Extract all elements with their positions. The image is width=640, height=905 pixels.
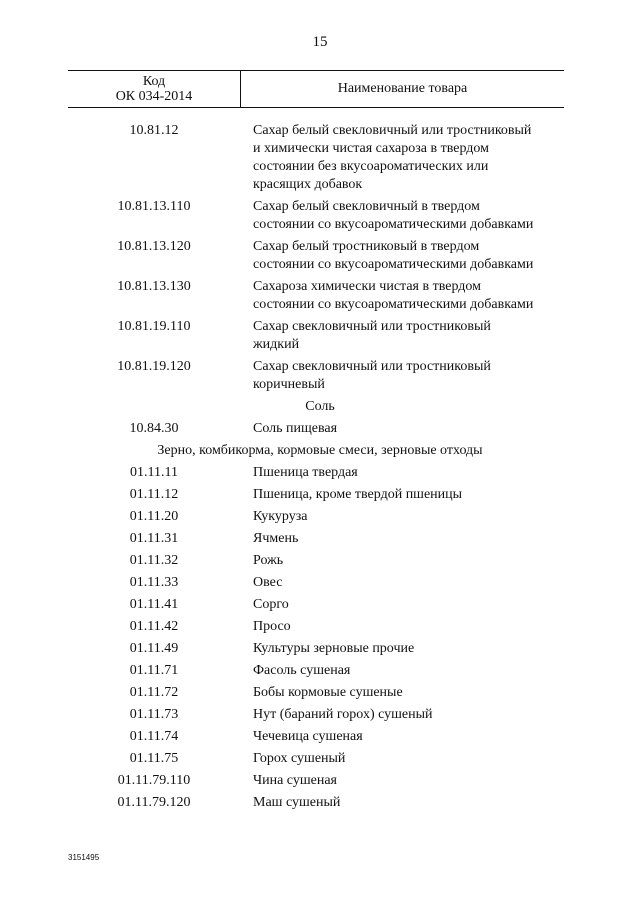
product-code: 10.81.12 xyxy=(129,123,179,138)
table-row xyxy=(0,278,640,314)
table-row xyxy=(0,486,640,504)
section-heading: Соль xyxy=(305,399,335,414)
table-row xyxy=(0,358,640,394)
code-header-line1: Код xyxy=(142,74,166,89)
product-name: Сахар белый тростниковый в твердом состоянии со вкусоароматическими добавками xyxy=(253,239,534,272)
table-row xyxy=(0,684,640,702)
product-name: Сахар белый свекловичный или тростниковый и химически чистая сахароза в твердом состоянии без вкусоароматических или красящих добавок xyxy=(253,123,532,192)
table-row xyxy=(0,464,640,482)
product-name: Горох сушеный xyxy=(253,751,346,766)
product-name: Ячмень xyxy=(253,531,299,546)
product-code: 01.11.31 xyxy=(129,531,179,546)
table-row xyxy=(0,530,640,548)
table-row xyxy=(0,728,640,746)
table-row xyxy=(0,618,640,636)
table-body xyxy=(0,122,640,816)
table-row xyxy=(0,420,640,438)
product-name: Соль пищевая xyxy=(253,421,338,436)
table-row xyxy=(0,750,640,768)
product-code: 10.81.19.120 xyxy=(117,359,191,374)
code-header-line2: ОК 034-2014 xyxy=(115,89,193,104)
product-code: 01.11.79.110 xyxy=(117,773,191,788)
product-code: 01.11.42 xyxy=(129,619,179,634)
product-code: 10.81.19.110 xyxy=(117,319,191,334)
product-code: 01.11.49 xyxy=(129,641,179,656)
table-row xyxy=(0,706,640,724)
product-code: 10.81.13.110 xyxy=(117,199,191,214)
product-name: Сахароза химически чистая в твердом состоянии со вкусоароматическими добавками xyxy=(253,279,534,312)
section-heading: Зерно, комбикорма, кормовые смеси, зерновые отходы xyxy=(157,443,483,458)
code-column-header xyxy=(68,74,240,104)
product-name: Чечевица сушеная xyxy=(253,729,363,744)
product-code: 10.84.30 xyxy=(129,421,179,436)
product-code: 01.11.11 xyxy=(130,465,178,480)
table-header xyxy=(68,70,564,108)
name-column-header: Наименование товара xyxy=(337,81,468,96)
product-code: 01.11.12 xyxy=(129,487,179,502)
product-name: Пшеница, кроме твердой пшеницы xyxy=(253,487,463,502)
page-number: 15 xyxy=(312,34,328,50)
product-code: 01.11.20 xyxy=(129,509,179,524)
table-row xyxy=(0,662,640,680)
product-name: Пшеница твердая xyxy=(253,465,358,480)
product-name: Сахар свекловичный или тростниковый коричневый xyxy=(253,359,491,392)
document-code: 3151495 xyxy=(68,853,100,862)
product-code: 10.81.13.130 xyxy=(117,279,191,294)
product-name: Сахар белый свекловичный в твердом состоянии со вкусоароматическими добавками xyxy=(253,199,534,232)
product-code: 01.11.73 xyxy=(129,707,179,722)
product-code: 01.11.79.120 xyxy=(117,795,191,810)
table-row xyxy=(0,238,640,274)
product-name: Кукуруза xyxy=(253,509,308,524)
product-name: Бобы кормовые сушеные xyxy=(253,685,403,700)
product-name: Просо xyxy=(253,619,291,634)
product-name: Сахар свекловичный или тростниковый жидкий xyxy=(253,319,491,352)
table-row xyxy=(0,318,640,354)
table-row xyxy=(0,772,640,790)
product-code: 01.11.41 xyxy=(129,597,179,612)
table-row xyxy=(0,794,640,812)
table-row xyxy=(0,574,640,592)
product-name: Фасоль сушеная xyxy=(253,663,351,678)
product-code: 01.11.33 xyxy=(129,575,179,590)
product-name: Чина сушеная xyxy=(253,773,337,788)
product-name: Культуры зерновые прочие xyxy=(253,641,415,656)
product-code: 01.11.74 xyxy=(129,729,179,744)
product-code: 01.11.75 xyxy=(129,751,179,766)
table-row xyxy=(0,596,640,614)
table-row xyxy=(0,122,640,194)
product-name: Овес xyxy=(253,575,283,590)
product-code: 01.11.32 xyxy=(129,553,179,568)
product-name: Рожь xyxy=(253,553,284,568)
product-name: Сорго xyxy=(253,597,289,612)
product-code: 10.81.13.120 xyxy=(117,239,191,254)
table-row xyxy=(0,552,640,570)
table-row xyxy=(0,640,640,658)
product-code: 01.11.72 xyxy=(129,685,179,700)
product-code: 01.11.71 xyxy=(129,663,179,678)
table-row xyxy=(0,198,640,234)
product-name: Нут (бараний горох) сушеный xyxy=(253,707,433,722)
table-row xyxy=(0,508,640,526)
product-name: Маш сушеный xyxy=(253,795,341,810)
